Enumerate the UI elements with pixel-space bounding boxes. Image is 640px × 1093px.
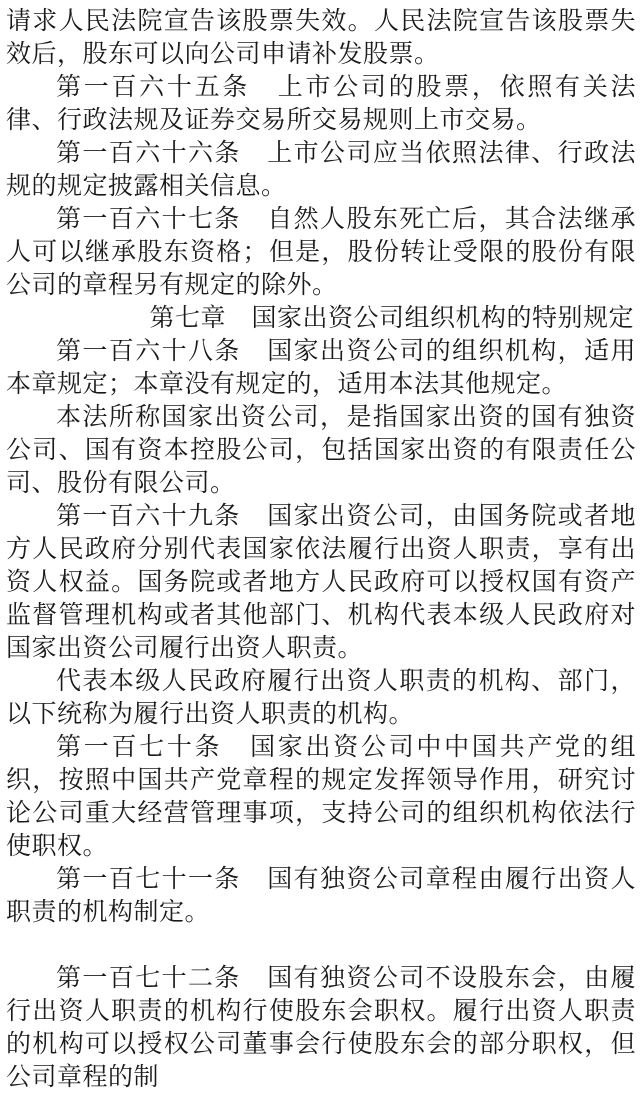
article-171: 第一百七十一条 国有独资公司章程由履行出资人职责的机构制定。 [6, 864, 636, 926]
chapter-7-heading: 第七章 国家出资公司组织机构的特别规定 [149, 303, 634, 332]
article-165: 第一百六十五条 上市公司的股票，依照有关法律、行政法规及证券交易所交易规则上市交易。 [6, 72, 636, 134]
paragraph-gap [6, 928, 636, 961]
article-169: 第一百六十九条 国家出资公司，由国务院或者地方人民政府分别代表国家依法履行出资人职责，享有出资人权益。国务院或者地方人民政府可以授权国有资产监督管理机构或者其他部门、机构代表本级人民政府对国家出资公司履行出资人职责。 [6, 501, 636, 662]
article-166: 第一百六十六条 上市公司应当依照法律、行政法规的规定披露相关信息。 [6, 138, 636, 200]
article-169-note: 代表本级人民政府履行出资人职责的机构、部门，以下统称为履行出资人职责的机构。 [6, 666, 636, 728]
paragraph-continuation: 请求人民法院宣告该股票失效。人民法院宣告该股票失效后，股东可以向公司申请补发股票。 [6, 6, 636, 68]
article-168: 第一百六十八条 国家出资公司的组织机构，适用本章规定；本章没有规定的，适用本法其他规定。 [6, 336, 636, 398]
article-168-definition: 本法所称国家出资公司，是指国家出资的国有独资公司、国有资本控股公司，包括国家出资的有限责任公司、股份有限公司。 [6, 402, 636, 497]
article-170: 第一百七十条 国家出资公司中中国共产党的组织，按照中国共产党章程的规定发挥领导作用，研究讨论公司重大经营管理事项，支持公司的组织机构依法行使职权。 [6, 732, 636, 860]
article-167: 第一百六十七条 自然人股东死亡后，其合法继承人可以继承股东资格；但是，股份转让受限的股份有限公司的章程另有规定的除外。 [6, 204, 636, 299]
article-172: 第一百七十二条 国有独资公司不设股东会，由履行出资人职责的机构行使股东会职权。履行出资人职责的机构可以授权公司董事会行使股东会的部分职权，但公司章程的制 [6, 963, 636, 1091]
